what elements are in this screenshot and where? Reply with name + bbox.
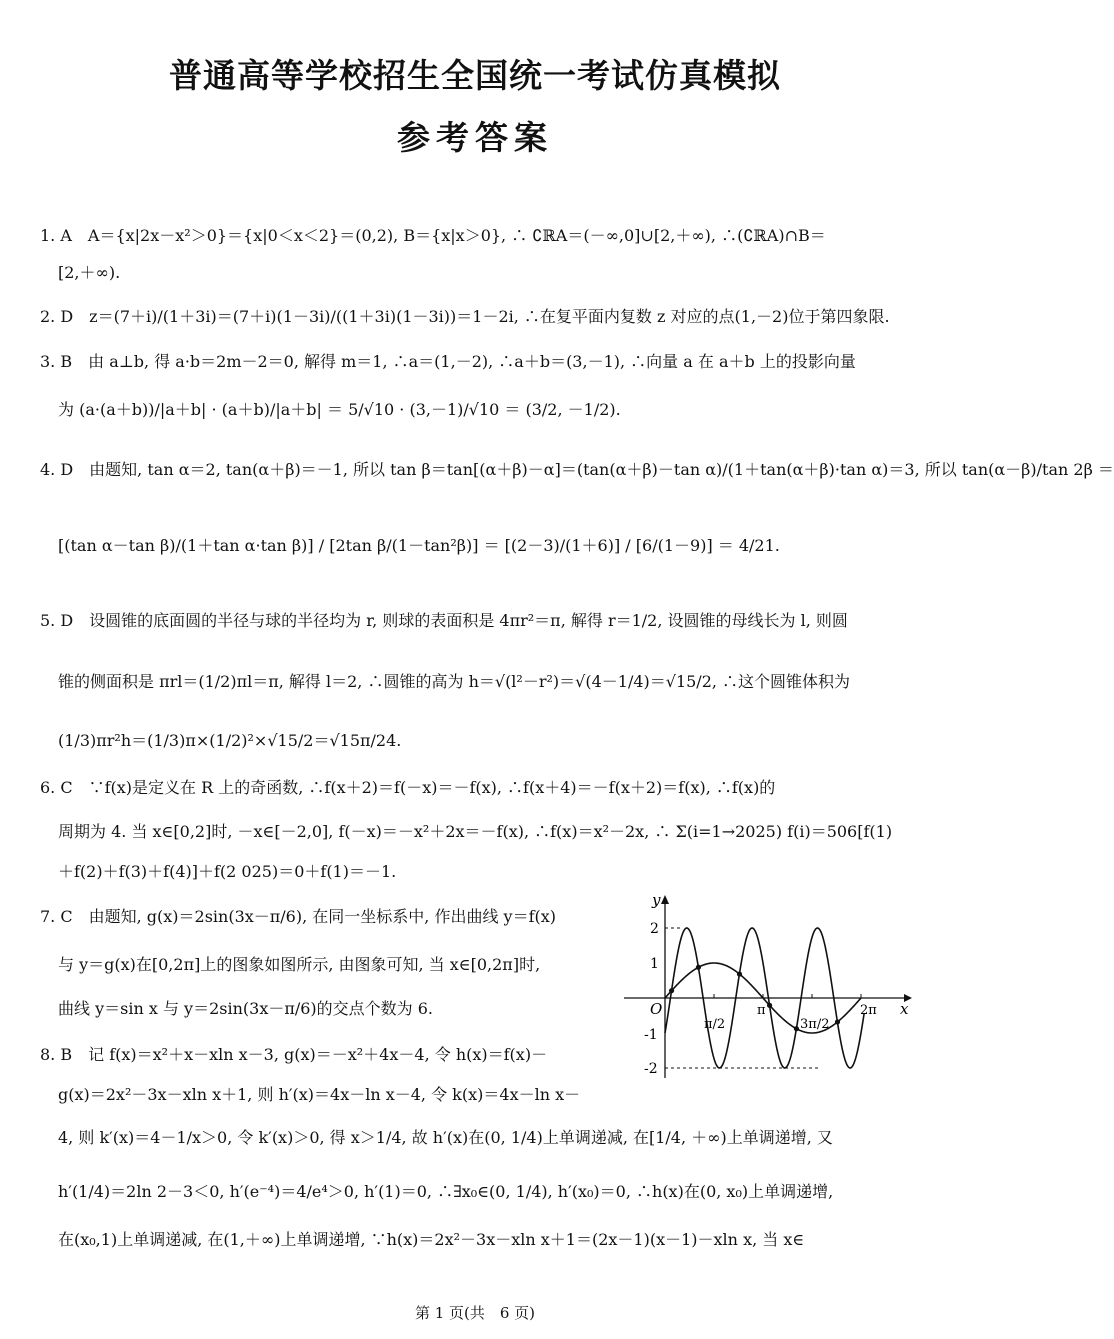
answer-2-line-1: 2. D z＝(7＋i)/(1＋3i)＝(7＋i)(1－3i)/((1＋3i)(1－3i))＝1－2i, ∴在复平面内复数 z 对应的点(1,－2)位于第四象限. (40, 307, 890, 326)
intersection-point-6 (835, 1019, 840, 1024)
answer-7-line-2: 与 y＝g(x)在[0,2π]上的图象如图所示, 由图象可知, 当 x∈[0,2π]时, (58, 955, 541, 974)
intersection-point-5 (794, 1026, 799, 1031)
answer-8-line-1: 8. B 记 f(x)＝x²＋x－xln x－3, g(x)＝－x²＋4x－4, 令 h(x)＝f(x)－ (40, 1045, 548, 1064)
y-tick-neg1: -1 (644, 1027, 658, 1043)
intersection-point-1 (669, 988, 674, 993)
y-axis-label: y (652, 891, 661, 909)
intersection-point-4 (767, 1003, 772, 1008)
answer-3-line-1: 3. B 由 a⊥b, 得 a·b＝2m－2＝0, 解得 m＝1, ∴a＝(1,－2), ∴a＋b＝(3,－1), ∴向量 a 在 a＋b 上的投影向量 (40, 352, 856, 371)
page-subtitle: 参考答案 (397, 118, 553, 157)
answer-1-line-2: [2,＋∞). (58, 263, 121, 282)
answer-4-line-1: 4. D 由题知, tan α＝2, tan(α＋β)＝－1, 所以 tan β＝tan[(α＋β)－α]＝(tan(α＋β)－tan α)/(1＋tan(α＋β)·tan α)＝3, 所以 tan(α－β)/tan 2β ＝ (40, 460, 1114, 479)
answer-7-line-3: 曲线 y＝sin x 与 y＝2sin(3x－π/6)的交点个数为 6. (58, 999, 434, 1018)
y-tick-1: 1 (650, 956, 659, 972)
answer-8-line-5: 在(x₀,1)上单调递减, 在(1,＋∞)上单调递增, ∵h(x)＝2x²－3x－xln x＋1＝(2x－1)(x－1)－xln x, 当 x∈ (58, 1230, 805, 1249)
answer-8-line-4: h′(1/4)＝2ln 2－3＜0, h′(e⁻⁴)＝4/e⁴＞0, h′(1)＝0, ∴∃x₀∈(0, 1/4), h′(x₀)＝0, ∴h(x)在(0, x₀)上单调递增, (58, 1182, 834, 1201)
answer-3-line-2: 为 (a·(a＋b))/|a＋b| · (a＋b)/|a＋b| ＝ 5/√10 · (3,－1)/√10 ＝ (3/2, －1/2). (58, 400, 621, 419)
y-axis-arrow (661, 895, 669, 904)
answer-6-line-3: ＋f(2)＋f(3)＋f(4)]＋f(2 025)＝0＋f(1)＝－1. (58, 862, 397, 881)
function-graph-figure (620, 893, 920, 1083)
x-tick-pi-half: π/2 (704, 1017, 726, 1032)
x-tick-pi: π (757, 1003, 766, 1018)
answer-6-line-1: 6. C ∵f(x)是定义在 R 上的奇函数, ∴f(x＋2)＝f(－x)＝－f(x), ∴f(x＋4)＝－f(x＋2)＝f(x), ∴f(x)的 (40, 778, 776, 797)
answer-5-line-2: 锥的侧面积是 πrl＝(1/2)πl＝π, 解得 l＝2, ∴圆锥的高为 h＝√(l²－r²)＝√(4－1/4)＝√15/2, ∴这个圆锥体积为 (58, 672, 851, 691)
y-tick-neg2: -2 (644, 1061, 658, 1077)
answer-5-line-3: (1/3)πr²h＝(1/3)π×(1/2)²×√15/2＝√15π/24. (58, 731, 402, 750)
answer-4-line-2: [(tan α－tan β)/(1＋tan α·tan β)] / [2tan β/(1－tan²β)] ＝ [(2－3)/(1＋6)] / [6/(1－9)] ＝ 4/21. (58, 536, 780, 555)
answer-6-line-2: 周期为 4. 当 x∈[0,2]时, －x∈[－2,0], f(－x)＝－x²＋2x＝－f(x), ∴f(x)＝x²－2x, ∴ Σ(i=1→2025) f(i)＝506[f(1) (58, 822, 893, 841)
answer-5-line-1: 5. D 设圆锥的底面圆的半径与球的半径均为 r, 则球的表面积是 4πr²＝π, 解得 r＝1/2, 设圆锥的母线长为 l, 则圆 (40, 611, 848, 630)
answer-8-line-2: g(x)＝2x²－3x－xln x＋1, 则 h′(x)＝4x－ln x－4, 令 k(x)＝4x－ln x－ (58, 1085, 581, 1104)
intersection-point-2 (696, 965, 701, 970)
x-tick-3pi-half: 3π/2 (800, 1017, 830, 1032)
page-footer: 第 1 页(共 6 页) (414, 1304, 536, 1322)
x-tick-2pi: 2π (860, 1003, 877, 1018)
page-title: 普通高等学校招生全国统一考试仿真模拟 (169, 56, 781, 95)
y-tick-2: 2 (650, 921, 659, 937)
x-axis-label: x (900, 1000, 909, 1018)
intersection-point-3 (737, 971, 742, 976)
answer-8-line-3: 4, 则 k′(x)＝4－1/x＞0, 令 k′(x)＞0, 得 x＞1/4, 故 h′(x)在(0, 1/4)上单调递减, 在[1/4, ＋∞)上单调递增, 又 (58, 1128, 833, 1147)
origin-label: O (650, 1000, 663, 1018)
answer-1-line-1: 1. A A＝{x|2x－x²＞0}＝{x|0＜x＜2}＝(0,2), B＝{x|x＞0}, ∴ ∁ℝA＝(－∞,0]∪[2,＋∞), ∴(∁ℝA)∩B＝ (40, 226, 826, 245)
answer-7-line-1: 7. C 由题知, g(x)＝2sin(3x－π/6), 在同一坐标系中, 作出曲线 y＝f(x) (40, 907, 557, 926)
